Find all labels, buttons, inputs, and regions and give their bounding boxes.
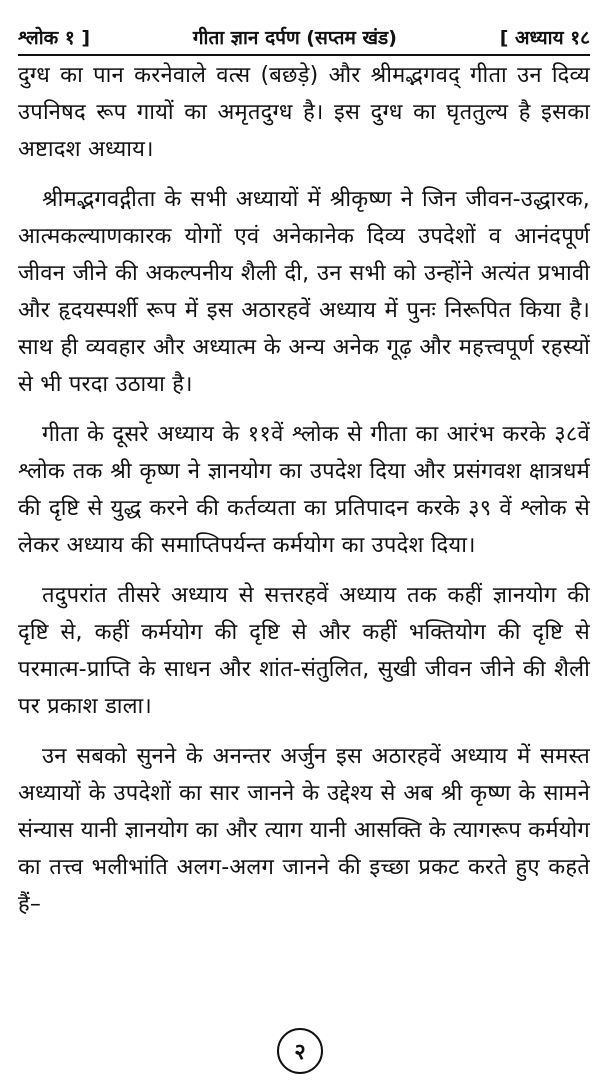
header-verse-label: श्लोक १ ] xyxy=(18,27,91,49)
paragraph-2: श्रीमद्भगवद्गीता के सभी अध्यायों में श्रीकृष्ण ने जिन जीवन-उद्धारक, आत्मकल्याणकारक योगों एवं अनेकानेक दिव्य उपदेशों व आनंदपूर्ण जीवन जीने की अकल्पनीय शैली दी, उन सभी को उन्होंने अत्यंत प्रभावी और हृदयस्पर्शी रूप में इस अठारहवें अध्याय में पुनः निरूपित किया है। साथ ही व्यवहार और अध्यात्म के अन्य अनेक गूढ़ और महत्त्वपूर्ण रहस्यों से भी परदा उठाया है। xyxy=(18,187,590,397)
header-divider xyxy=(18,54,590,56)
page-footer xyxy=(0,1028,600,1074)
paragraph-3: गीता के दूसरे अध्याय के ११वें श्लोक से गीता का आरंभ करके ३८वें श्लोक तक श्री कृष्ण ने ज्ञानयोग का उपदेश दिया और प्रसंगवश क्षात्रधर्म की दृष्टि से युद्ध करने की कर्तव्यता का प्रतिपादन करके ३९ वें श्लोक से लेकर अध्याय की समाप्तिपर्यन्त कर्मयोग का उपदेश दिया। xyxy=(18,422,590,558)
header-book-title: गीता ज्ञान दर्पण (सप्तम खंड) xyxy=(192,27,397,49)
page-number-badge: २ xyxy=(277,1028,323,1074)
header-chapter-label: [ अध्याय १८ xyxy=(499,27,590,49)
paragraph-4: तदुपरांत तीसरे अध्याय से सत्तरहवें अध्याय तक कहीं ज्ञानयोग की दृष्टि से, कहीं कर्मयोग की दृष्टि से और कहीं भक्तियोग की दृष्टि से परमात्म-प्राप्ति के साधन और शांत-संतुलित, सुखी जीवन जीने की शैली पर प्रकाश डाला। xyxy=(18,583,590,719)
running-header xyxy=(18,22,590,52)
paragraph-1: दुग्ध का पान करनेवाले वत्स (बछड़े) और श्रीमद्भगवद् गीता उन दिव्य उपनिषद रूप गायों का अमृतदुग्ध है। इस दुग्ध का घृततुल्य है इसका अष्टादश अध्याय। xyxy=(18,63,590,162)
paragraph-5: उन सबको सुनने के अनन्तर अर्जुन इस अठारहवें अध्याय में समस्त अध्यायों के उपदेशों का सार जानने के उद्देश्य से अब श्री कृष्ण के सामने संन्यास यानी ज्ञानयोग का और त्याग यानी आसक्ति के त्यागरूप कर्मयोग का तत्त्व भलीभांति अलग-अलग जानने की इच्छा प्रकट करते हुए कहते हैं– xyxy=(18,744,590,917)
page-body xyxy=(18,57,590,936)
